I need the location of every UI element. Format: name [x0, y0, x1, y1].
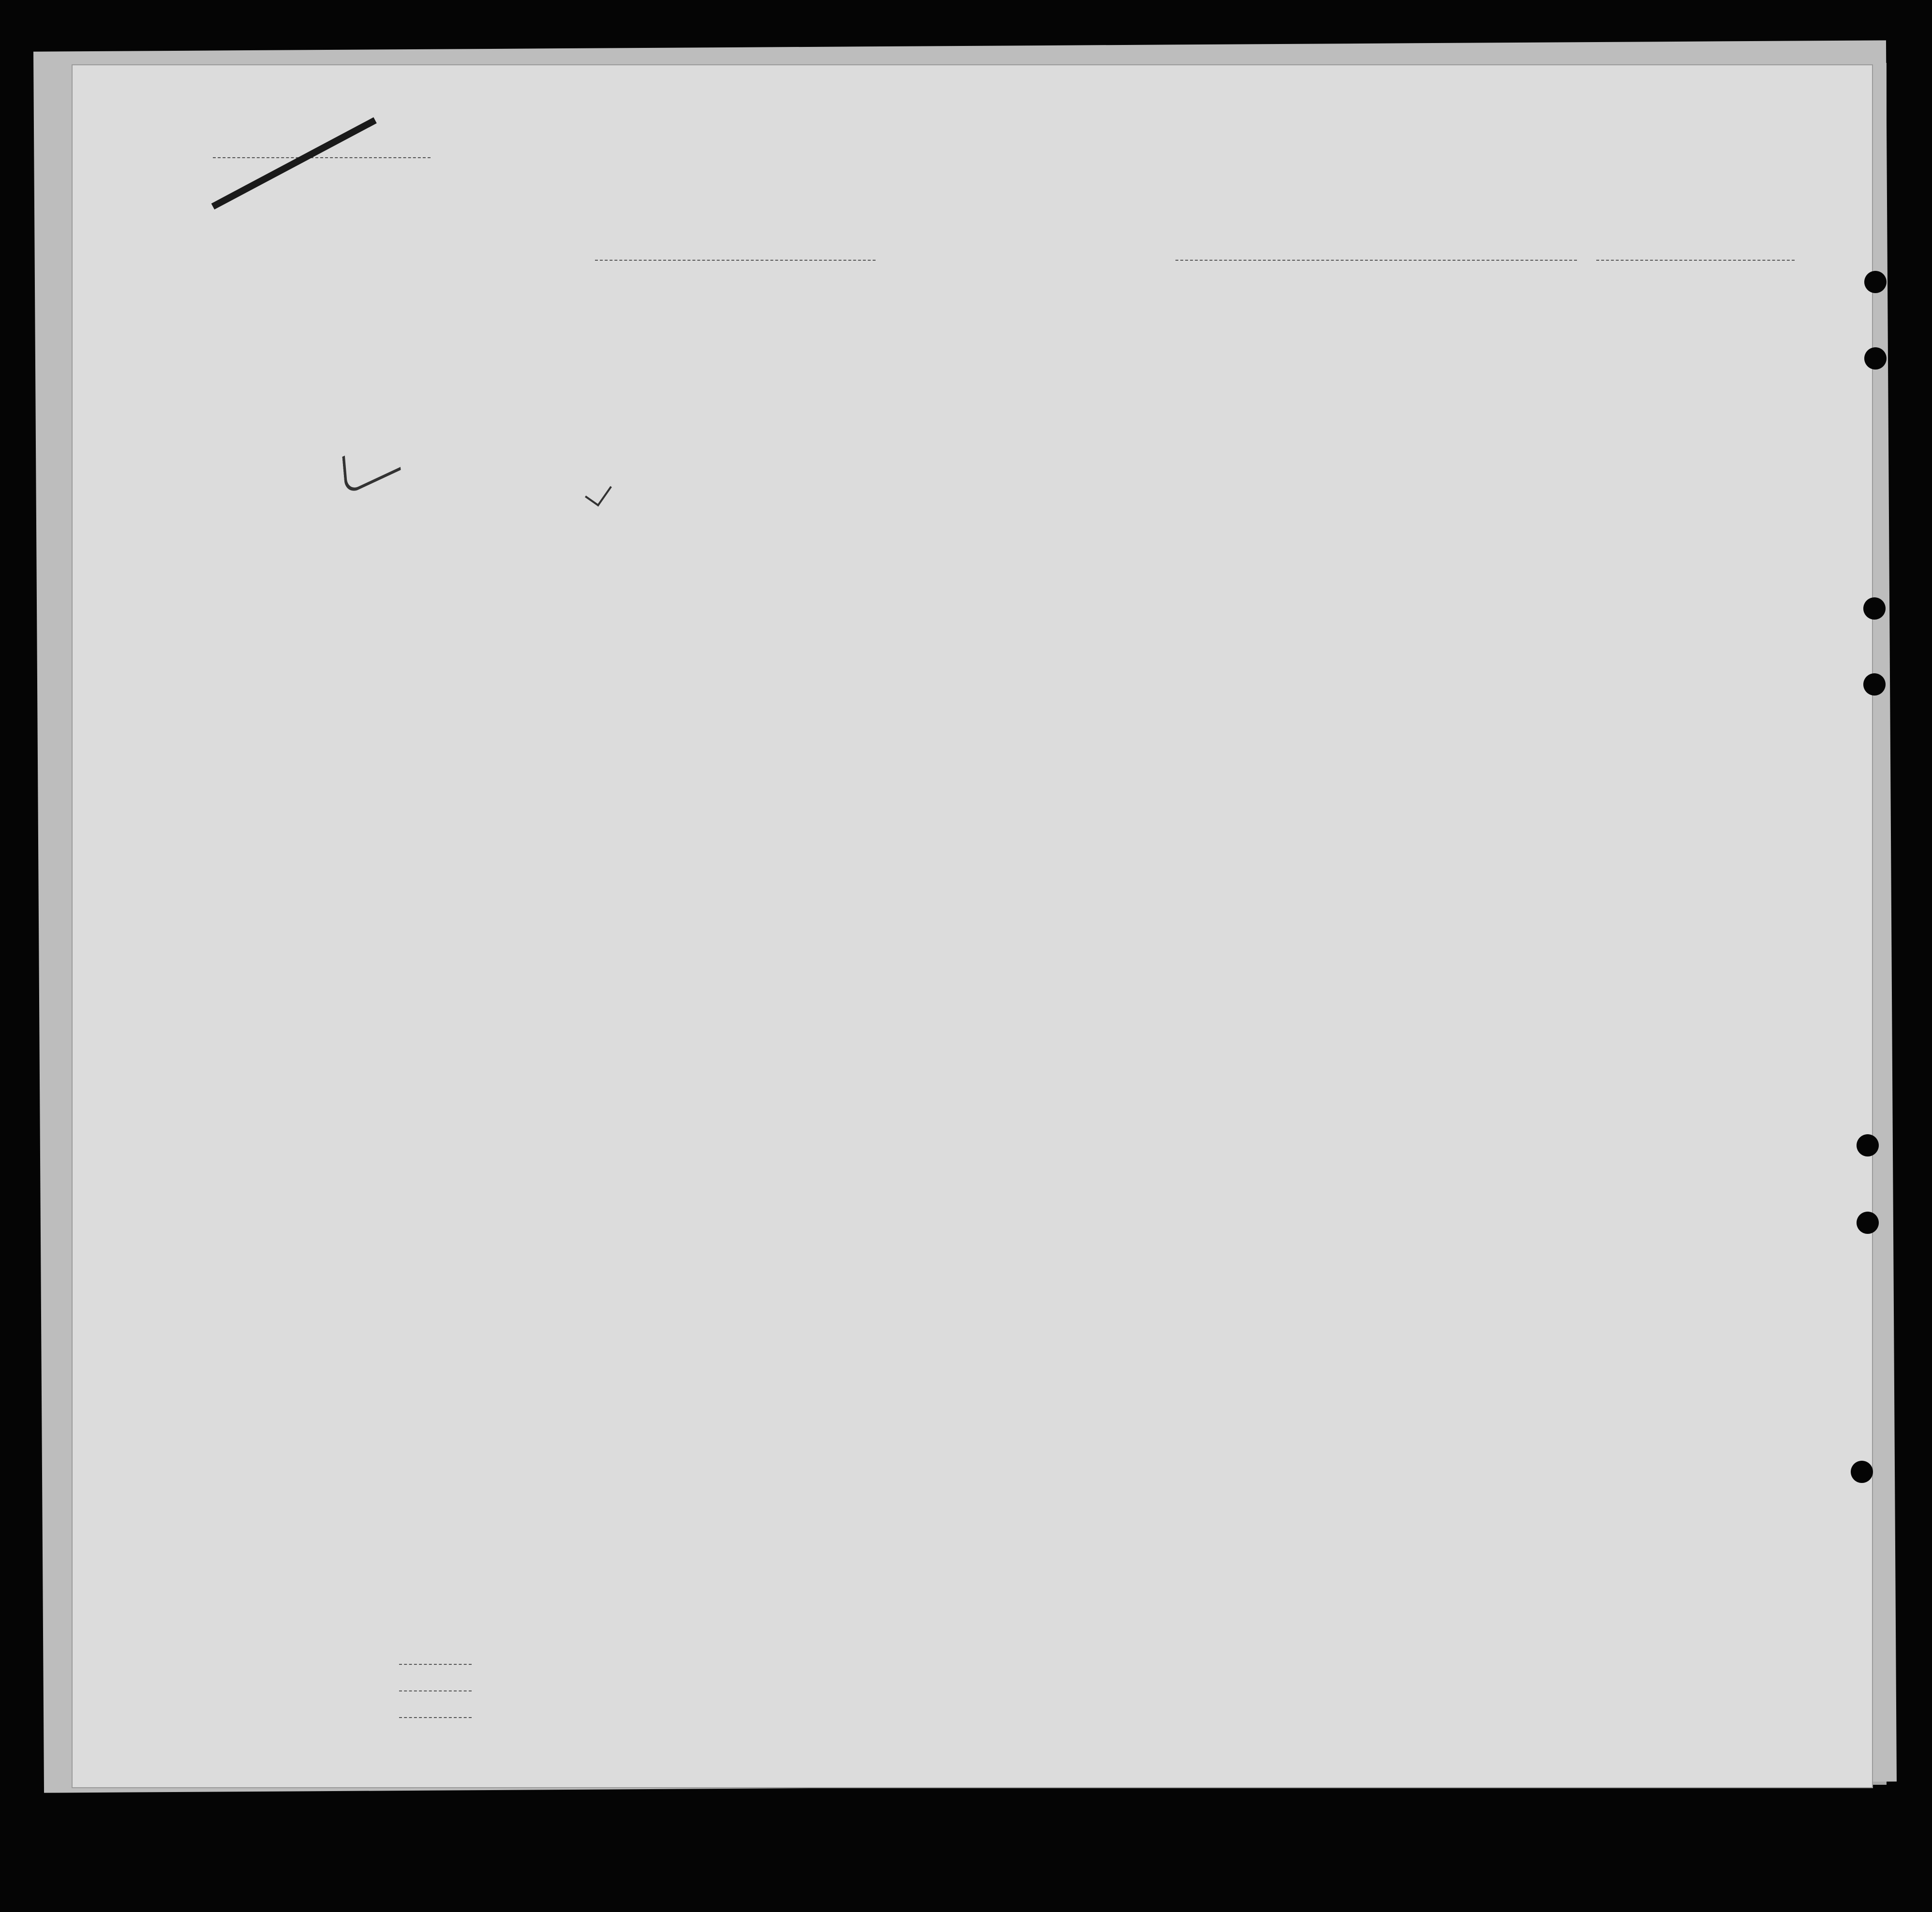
binder-hole-3	[1863, 597, 1886, 620]
manifest-grid	[73, 65, 1872, 1787]
binder-hole-4	[1863, 673, 1886, 696]
binder-hole-6	[1857, 1212, 1879, 1234]
ship-name-line	[595, 260, 876, 261]
port-line	[1175, 260, 1577, 261]
footer-us-line	[399, 1690, 472, 1691]
footer-total-line	[399, 1664, 472, 1665]
binder-hole-2	[1864, 347, 1887, 370]
footer-aliens-line	[399, 1717, 472, 1718]
binder-hole-5	[1857, 1134, 1879, 1156]
binder-hole-7	[1851, 1461, 1873, 1483]
manifest-sheet	[73, 65, 1872, 1787]
binder-hole-1	[1864, 271, 1887, 293]
list-number-line	[213, 157, 431, 158]
date-line	[1596, 260, 1795, 261]
